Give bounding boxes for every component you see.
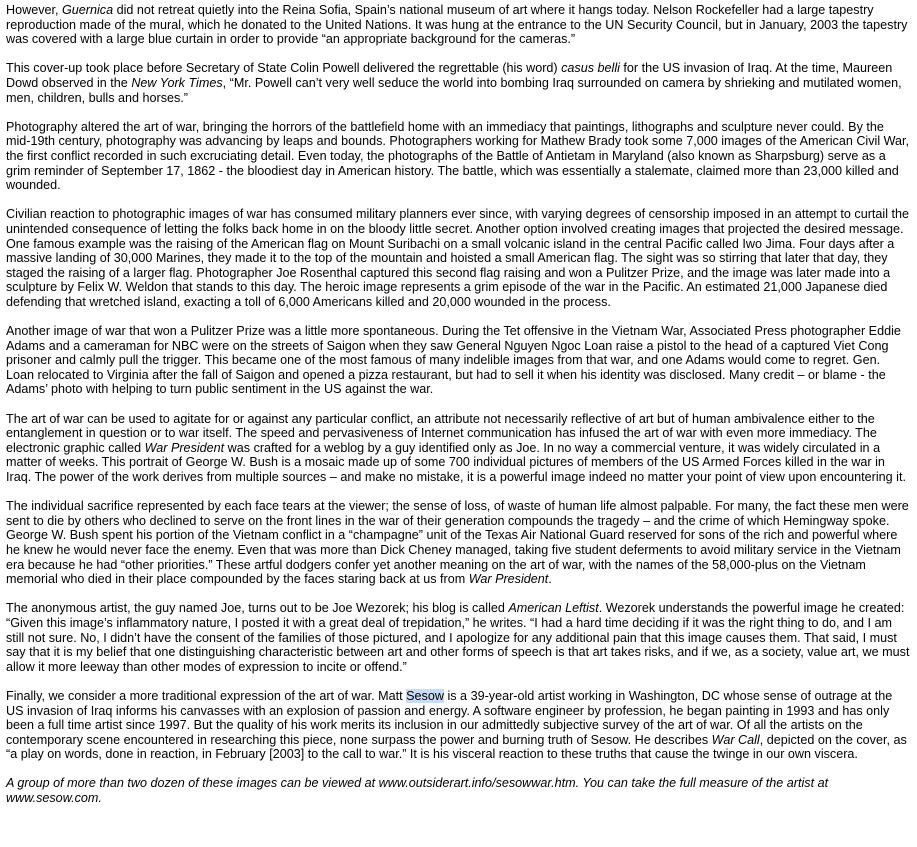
text-run: Photography altered the art of war, bringing the horrors of the battlefield home with an immediacy that paintings, lithographs and sculpture never could. By the mid-19th century, photography was advancing by leaps and bounds. Photographers working for Mathew Brady took some 7,000 images of the American Civil War, the first conflict recorded in such excruciating detail. Even today, the photographs of the Battle of Antietam in Maryland (also known as Sharpsburg) serve as a grim reminder of September 17, 1862 - the bloodiest day in American history. The battle, which was essentially a stalemate, claimed more than 23,000 killed and wounded. (6, 119, 910, 193)
text-run: The individual sacrifice represented by each face tears at the viewer; the sense of loss, of waste of human life almost palpable. For many, the fact these men were sent to die by others who declined to serve on the front lines in the war of their generation compounds the tragedy – and the crime of which Hemingway spoke. George W. Bush spent his portion of the Vietnam conflict in a “champagne” unit of the Texas Air National Guard reserved for sons of the rich and powerful where he knew he would never face the enemy. Even that was more than Dick Cheney managed, taking five student deferments to avoid military service in the Vietnam era because he had “other priorities.” These artful dodgers confer yet another meaning on the art of war, with the names of the 58,000-plus on the Vietnam memorial who died in their place compounded by the faces staring back at us from (6, 499, 909, 587)
text-run: , depicted on the cover, as “a play on words, done in reaction, in February [2003] to the call to war.” It is his visceral reaction to these truths that cause the twinge in our own viscera. (6, 732, 907, 762)
text-run: Civilian reaction to photographic images of war has consumed military planners ever since, with varying degrees of censorship imposed in an attempt to curtail the unintended consequence of letting the folks back home in on the bloody little secret. Another option involved creating images that projected the desired message. One famous example was the raising of the American flag on Mount Suribachi on a small volcanic island in the central Pacific called Iwo Jima. Four days after a massive landing of 30,000 Marines, they made it to the top of the mountain and hoisted a small American flag. The sight was so stirring that later that day, they staged the raising of a larger flag. Photographer Joe Rosenthal captured this second flag raising and won a Pulitzer Prize, and the image was later made into a sculpture by Felix W. Weldon that stands to this day. The heroic image represents a grim episode of the war in the Pacific. An estimated 21,000 Japanese died defending that wretched island, exacting a toll of 6,000 Americans killed and 20,000 wounded in the process. (6, 207, 910, 309)
text-run: The anonymous artist, the guy named Joe, turns out to be Joe Wezorek; his blog is called (6, 601, 509, 616)
paragraph-3 (6, 120, 911, 193)
text-run: Finally, we consider a more traditional expression of the art of war. Matt (6, 688, 407, 703)
paragraph-7 (6, 499, 911, 587)
text-run: . (548, 572, 552, 587)
paragraph-8 (6, 601, 911, 674)
text-run: A group of more than two dozen of these images can be viewed at www.outsiderart.info/sesowwar.htm. You can take the full measure of the artist at www.sesow.com. (6, 776, 829, 806)
text-run: is a 39-year-old artist working in Washington, DC whose sense of outrage at the US invasion of Iraq informs his canvasses with an explosion of passion and energy. A software engineer by profession, he began painting in 1993 and has only been a full time artist since 1997. But the quality of his work merits its inclusion in our admittedly subjective survey of the art of war. Of all the artists on the contemporary scene encountered in researching this piece, none surpass the power and burning truth of Sesow. He describes (6, 688, 893, 747)
paragraph-6 (6, 412, 911, 485)
text-run: The art of war can be used to agitate for or against any particular conflict, an attribute not necessarily reflective of art but of human ambivalence either to the entanglement in question or to war itself. The speed and pervasiveness of Internet communication has infused the art of war with even more immediacy. The electronic graphic called (6, 411, 877, 455)
text-run: Another image of war that won a Pulitzer Prize was a little more spontaneous. During the Tet offensive in the Vietnam War, Associated Press photographer Eddie Adams and a cameraman for NBC were on the streets of Saigon when they saw General Nguyen Ngoc Loan raise a pistol to the head of a captured Viet Cong prisoner and calmly pull the trigger. This became one of the most famous of many indelible images from that war, and one Adams would come to regret. Gen. Loan relocated to Virginia after the fall of Saigon and opened a pizza restaurant, but had to sell it when his identity was disclosed. Many credit – or blame - the Adams’ photo with helping to turn public sentiment in the US against the war. (6, 324, 901, 397)
paragraph-2 (6, 61, 911, 105)
paragraph-1 (6, 3, 911, 47)
paragraph-9 (6, 689, 911, 762)
italic-title-text: American Leftist (508, 601, 599, 616)
text-run: This cover-up took place before Secretary of State Colin Powell delivered the regrettable (his word) (6, 61, 562, 76)
text-run: for the US invasion of Iraq. At the time, Maureen Dowd observed in the (6, 61, 893, 90)
text-run: , “Mr. Powell can’t very well seduce the world into bombing Iraq surrounded on camera by shrieking and mutilated women, men, children, bulls and horses.” (6, 75, 902, 105)
text-run: . Wezorek understands the powerful image he created: “Given this image’s inflammatory nature, I posted it with a great deal of trepidation,” he writes. “I had a hard time deciding if it was the right thing to do, and I am still not sure. No, I didn’t have the consent of the families of those pictured, and I apologize for any additional pain that this image causes them. That said, I must say that it is my belief that one distinguishing characteristic between art and other forms of speech is that art takes risks, and if we, as a society, value art, we must allow it more leeway than other modes of expression to incite or offend.” (6, 601, 910, 674)
italic-title-text: War President (144, 440, 225, 455)
paragraph-10 (6, 776, 911, 805)
italic-title-text: casus belli (561, 61, 620, 76)
text-run: However, (6, 3, 62, 17)
paragraph-4 (6, 207, 911, 309)
italic-title-text: War President (468, 572, 549, 587)
italic-title-text: New York Times (131, 75, 223, 90)
text-run: did not retreat quietly into the Reina Sofia, Spain’s national museum of art where it hangs today. Nelson Rockefeller had a large tapestry reproduction made of the mural, which he donated to the United Nations. It was hung at the entrance to the UN Security Council, but in January, 2003 the tapestry was covered with a large blue curtain in order to provide “an appropriate background for the cameras.” (6, 3, 908, 47)
text-run: was crafted for a weblog by a guy identified only as Joe. In no way a commercial venture, it was widely circulated in a matter of weeks. This portrait of George W. Bush is a mosaic made up of some 700 individual pictures of members of the US Armed Forces killed in the war in Iraq. The power of the work derives from multiple sources – and make no mistake, it is a powerful image indeed no matter your point of view upon encountering it. (6, 440, 906, 484)
paragraph-5 (6, 324, 911, 397)
selected-text: Sesow (406, 688, 444, 703)
italic-title-text: Guernica (62, 3, 114, 17)
italic-title-text: War Call (711, 732, 760, 747)
